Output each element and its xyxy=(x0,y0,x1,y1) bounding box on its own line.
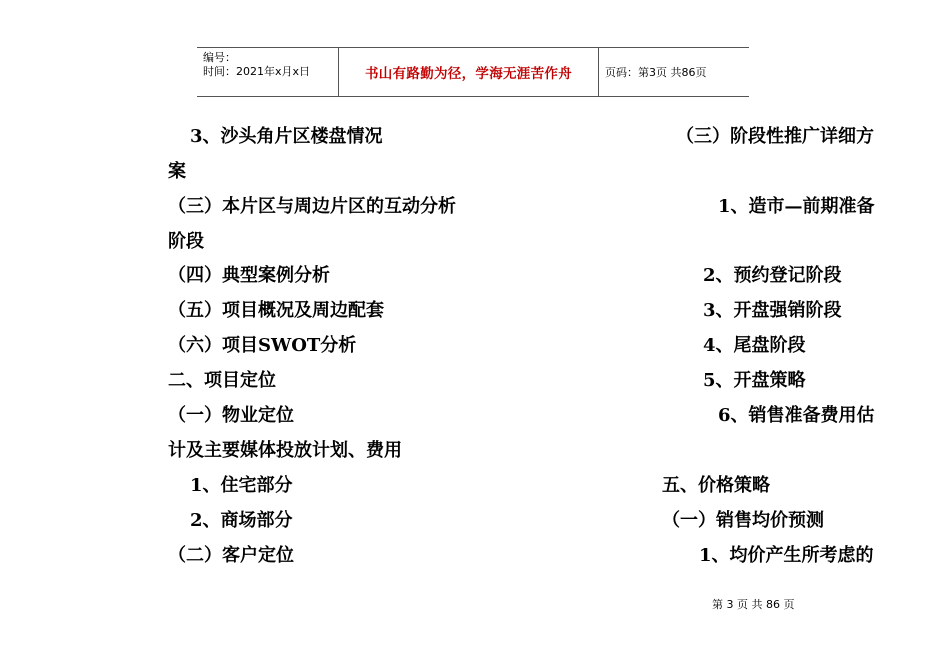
number-label: 编号： xyxy=(203,51,236,64)
left-line-8: 二、项目定位 xyxy=(168,370,276,391)
right-line-4: 3、开盘强销阶段 xyxy=(703,300,842,321)
time-label: 时间：2021年x月x日 xyxy=(203,65,311,78)
left-line-2: 案 xyxy=(168,161,186,182)
right-line-2: 1、造市—前期准备 xyxy=(718,196,875,217)
left-line-5: （四）典型案例分析 xyxy=(168,265,330,286)
left-line-1: 3、沙头角片区楼盘情况 xyxy=(190,126,383,147)
header-meta-cell xyxy=(197,48,338,96)
right-line-7: 6、销售准备费用估 xyxy=(718,405,875,426)
left-line-12: 2、商场部分 xyxy=(190,510,293,531)
right-line-10: 1、均价产生所考虑的 xyxy=(699,545,874,566)
right-line-3: 2、预约登记阶段 xyxy=(703,265,842,286)
right-line-8: 五、价格策略 xyxy=(662,475,770,496)
header-motto-cell xyxy=(338,48,599,96)
page-info: 页码：第3页 共86页 xyxy=(605,66,707,79)
left-line-13: （二）客户定位 xyxy=(168,545,294,566)
left-line-3: （三）本片区与周边片区的互动分析 xyxy=(168,196,456,217)
left-line-4: 阶段 xyxy=(168,231,204,252)
left-line-10: 计及主要媒体投放计划、费用 xyxy=(168,440,402,461)
right-line-5: 4、尾盘阶段 xyxy=(703,335,806,356)
page-header xyxy=(197,47,749,97)
left-line-9: （一）物业定位 xyxy=(168,405,294,426)
motto: 书山有路勤为径，学海无涯苦作舟 xyxy=(365,66,572,82)
page-footer: 第 3 页 共 86 页 xyxy=(712,598,795,611)
left-line-11: 1、住宅部分 xyxy=(190,475,293,496)
right-line-1: （三）阶段性推广详细方 xyxy=(676,126,874,147)
left-line-6: （五）项目概况及周边配套 xyxy=(168,300,384,321)
left-line-7: （六）项目SWOT分析 xyxy=(168,335,357,356)
right-line-6: 5、开盘策略 xyxy=(703,370,806,391)
header-page-cell xyxy=(599,48,749,96)
right-line-9: （一）销售均价预测 xyxy=(662,510,824,531)
